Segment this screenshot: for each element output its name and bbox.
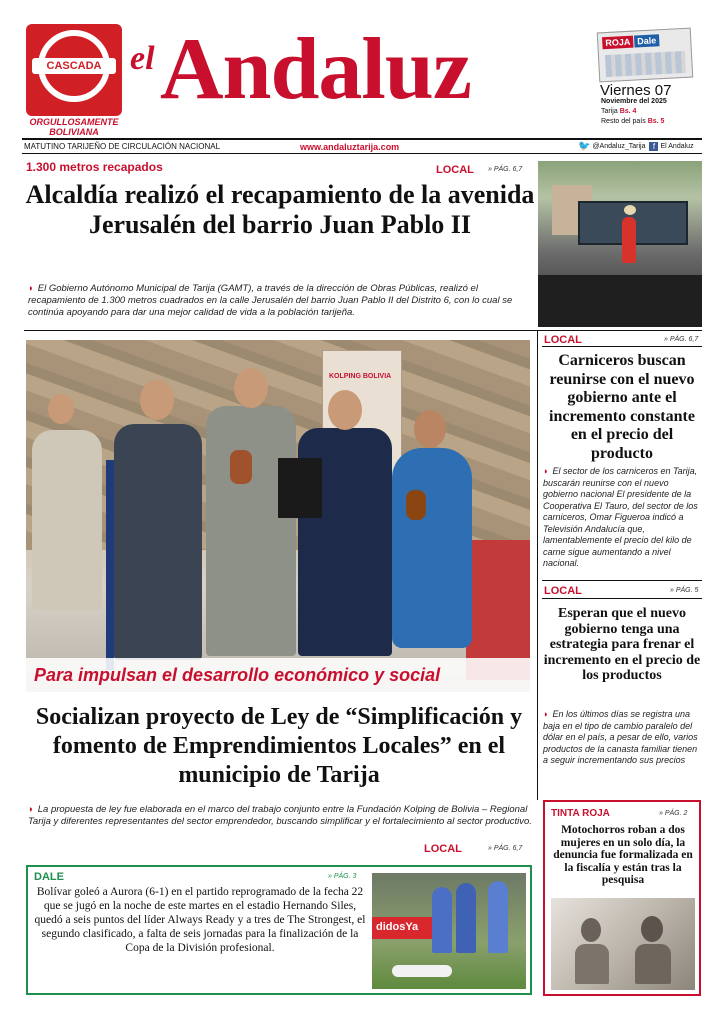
lead-bottom-rule — [24, 330, 702, 331]
second-headline: Socializan proyecto de Ley de “Simplificación y fomento de Emprendimientos Locales” en el municipio de Tarija — [35, 704, 523, 788]
worker-hat — [624, 205, 636, 215]
side2-headline: Esperan que el nuevo gobierno tenga una estrategia para frenar el incremento en el precio de los productos — [543, 606, 701, 683]
lead-page-ref: » PÁG. 6,7 — [488, 166, 523, 173]
asphalt-surface — [538, 275, 702, 327]
person-head — [328, 390, 362, 430]
worker-figure — [622, 217, 636, 263]
side1-rule — [542, 346, 702, 347]
mini-cover-photo — [605, 51, 686, 77]
brand-tagline: ORGULLOSAMENTE BOLIVIANA — [29, 117, 119, 137]
social-links — [578, 141, 694, 152]
black-folder — [278, 458, 322, 518]
ad-board — [372, 917, 432, 939]
tinta-illustration — [551, 898, 695, 990]
side2-top-rule — [542, 580, 702, 581]
doll-figure — [230, 450, 252, 484]
second-page-ref: » PÁG. 6,7 — [488, 845, 523, 852]
mini-cover-label: Dale — [634, 34, 660, 47]
sketch-figure — [581, 918, 601, 942]
tinta-headline: Motochorros roban a dos mujeres en un solo día, la denuncia fue formalizada en la fiscalía y están tras la pesquisa — [553, 824, 693, 886]
price-tarija-label: Tarija — [601, 108, 618, 115]
side2-section: LOCAL — [544, 585, 582, 597]
football-photo — [372, 873, 526, 989]
facebook-icon: f — [649, 142, 658, 151]
ad-board-text: didosYa — [376, 921, 419, 933]
doll-figure — [406, 490, 426, 520]
lead-body: ◗ El Gobierno Autónomo Municipal de Tarija (GAMT), a través de la dirección de Obras Públicas, realizó el recapamiento de 1.300 metros cuadrados en la calle Jerusalén del barrio Juan Pablo II del Distrito 6, con lo cual se continúa apoyando para dar una mejor calidad de vida a la población tarijeña. — [28, 283, 534, 319]
sketch-body — [575, 944, 609, 984]
lead-headline: Alcaldía realizó el recapamiento de la avenida Jerusalén del barrio Juan Pablo II — [25, 180, 535, 239]
person-head — [140, 380, 174, 420]
second-body: ◗ La propuesta de ley fue elaborada en el marco del trabajo conjunto entre la Fundación Kolping de Bolivia – Regional Tarija y diferentes representantes del sector emprendedor, buscando simplificar y el fortalecimiento al sector productivo. — [28, 804, 532, 828]
tinta-roja-box — [543, 800, 701, 996]
person-blue-dress — [392, 448, 472, 648]
paper-prefix: el — [130, 40, 155, 77]
issue-day: Viernes 07 — [600, 82, 672, 99]
price-rest — [601, 118, 664, 125]
side2-rule — [542, 598, 702, 599]
side1-body: ◗ El sector de los carniceros en Tarija, buscarán reunirse con el nuevo gobierno nacional El presidente de la Cooperativa El Tauro, del sector de los carniceros, Omar Figueroa indicó a Televisión Andalucía que, lamentablemente el precio del kilo de carne sigue aumentando a nivel nacional. — [543, 466, 703, 570]
strap-line: MATUTINO TARIJEÑO DE CIRCULACIÓN NACIONAL — [24, 142, 221, 151]
price-rest-value: Bs. 5 — [647, 118, 665, 125]
mini-cover-label: ROJA — [602, 36, 634, 50]
dale-box — [26, 865, 532, 995]
kolping-event-photo — [26, 340, 530, 692]
lead-section: LOCAL — [436, 164, 474, 176]
dale-section: DALE — [34, 871, 64, 883]
side1-headline: Carniceros buscan reunirse con el nuevo gobierno ante el incremento constante en el precio del producto — [549, 352, 695, 462]
fallen-player — [392, 965, 452, 977]
photo-caption: Para impulsan el desarrollo económico y social — [34, 665, 441, 685]
person-head — [48, 394, 74, 424]
caption-bar — [26, 658, 530, 692]
dale-body: Bolívar goleó a Aurora (6-1) en el partido reprogramado de la fecha 22 que se jugó en la noche de este martes en el estadio Hernando Siles, quedó a seis puntos del líder Always Ready y a tres de The Strongest, el segundo clasificado, a falta de seis jornadas para la finalización de la Copa de la División profesional. — [34, 886, 366, 954]
issue-date: Noviembre del 2025 — [601, 98, 667, 105]
flag-pole — [106, 460, 114, 670]
road-paving-photo — [538, 161, 702, 327]
person-left — [32, 430, 102, 610]
player-figure — [488, 881, 508, 953]
logo-brand-text: CASCADA — [32, 58, 116, 74]
facebook-handle[interactable]: El Andaluz — [660, 143, 694, 150]
side2-body: ◗ En los últimos días se registra una baja en el tipo de cambio paralelo del dólar en el país, a pesar de ello, varios productos de la canasta familiar tienen a seguir incrementando sus precios — [543, 709, 703, 767]
website-link[interactable]: www.andaluztarija.com — [300, 142, 400, 152]
person-grey-shirt — [206, 406, 296, 656]
side2-page-ref: » PÁG. 5 — [670, 587, 699, 594]
strap-rule — [22, 153, 702, 154]
twitter-icon: 🐦 — [578, 141, 591, 152]
tinta-page-ref: » PÁG. 2 — [659, 810, 688, 817]
second-section: LOCAL — [424, 843, 462, 855]
paper-name: Andaluz — [160, 21, 471, 118]
kolping-banner-text: KOLPING BOLIVIA — [329, 373, 392, 380]
person-suit-grey — [114, 424, 202, 660]
cascada-logo — [26, 24, 122, 116]
lead-kicker: 1.300 metros recapados — [26, 160, 163, 174]
column-divider — [537, 330, 538, 800]
person-head — [414, 410, 446, 448]
player-figure — [456, 883, 476, 953]
tinta-section: TINTA ROJA — [551, 808, 610, 819]
price-tarija — [601, 108, 636, 115]
person-head — [234, 368, 268, 408]
price-tarija-value: Bs. 4 — [619, 108, 637, 115]
sketch-figure — [641, 916, 663, 942]
twitter-handle[interactable]: @Andaluz_Tarija — [592, 143, 646, 150]
side1-section: LOCAL — [544, 334, 582, 346]
price-rest-label: Resto del país — [601, 118, 646, 125]
masthead-rule — [22, 138, 702, 140]
dale-page-ref: » PÁG. 3 — [328, 873, 357, 880]
sketch-body — [635, 944, 671, 984]
mini-covers-image — [597, 28, 693, 83]
side1-page-ref: » PÁG. 6,7 — [664, 336, 699, 343]
player-figure — [432, 887, 452, 953]
